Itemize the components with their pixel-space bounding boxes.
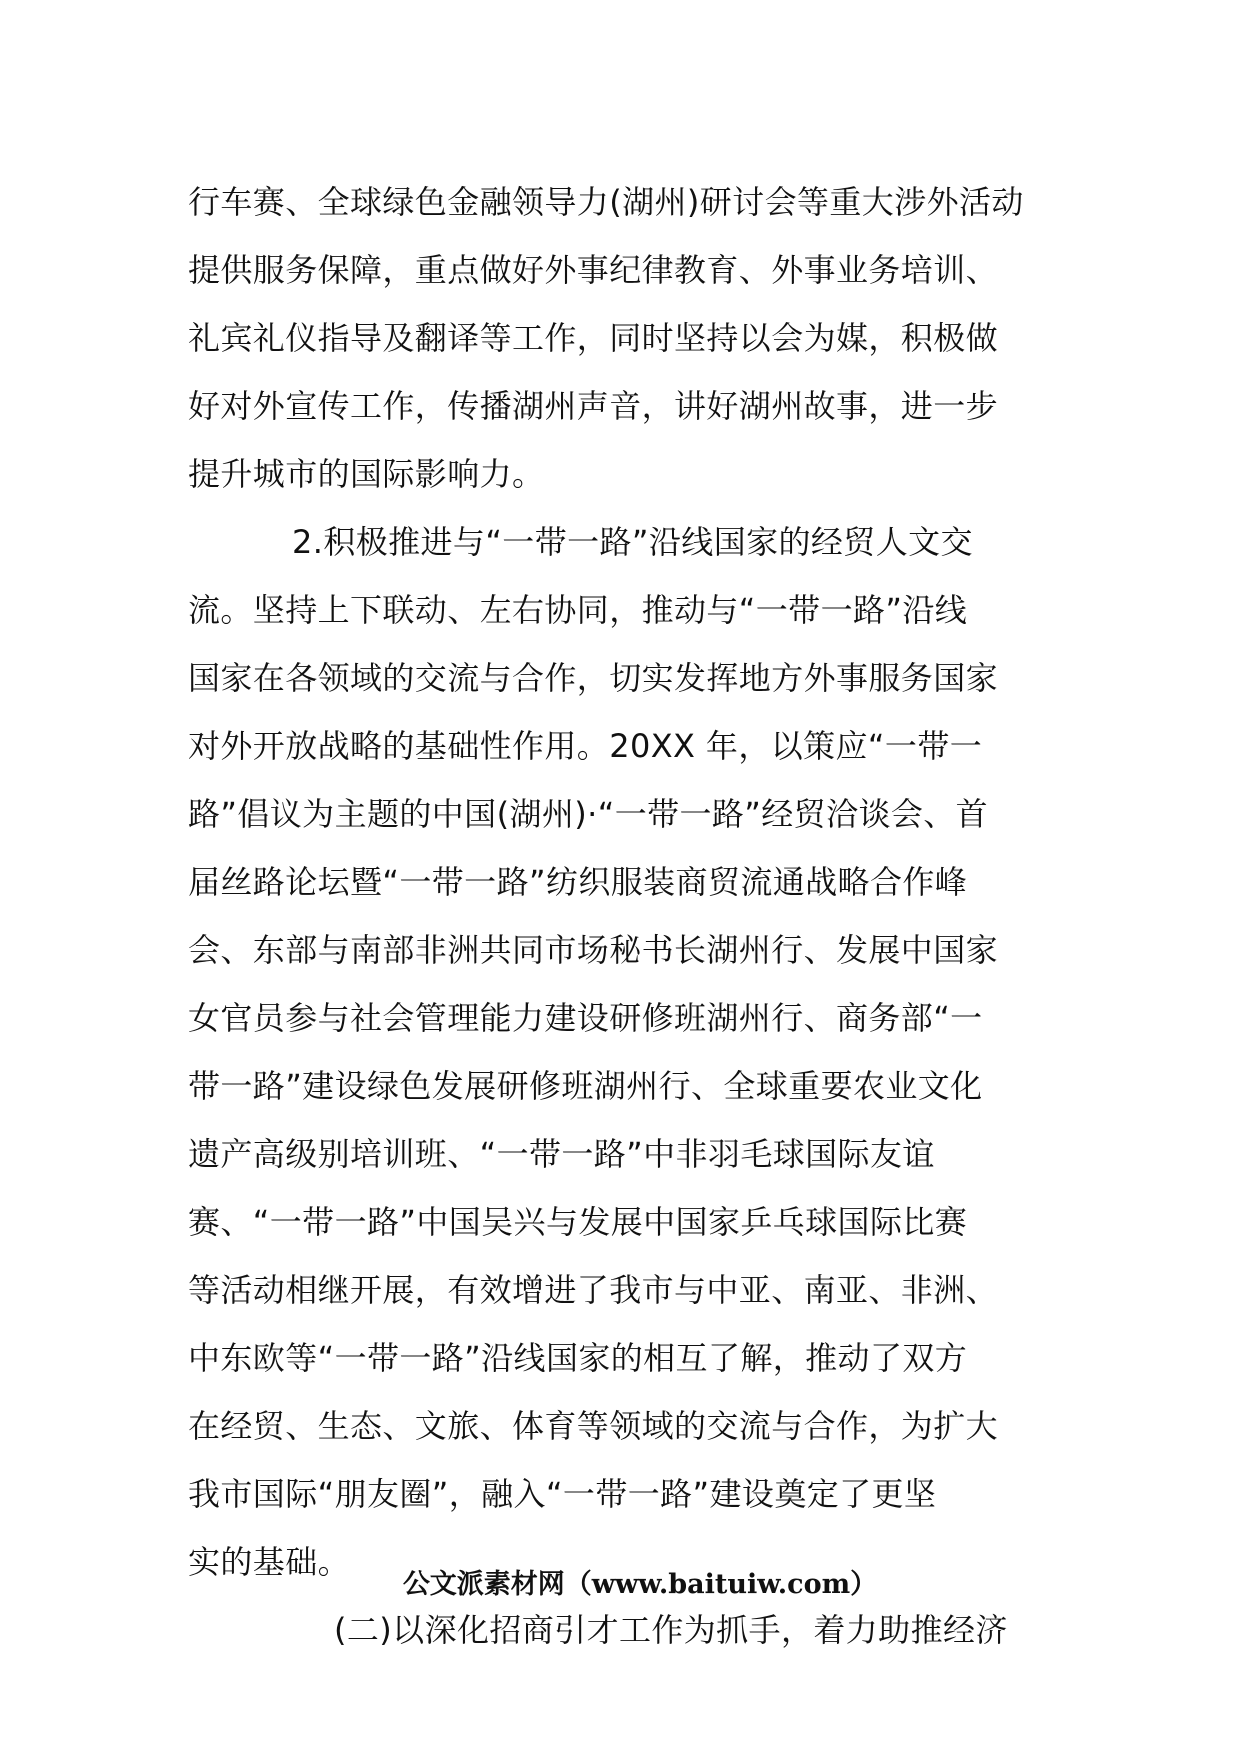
text-line: 提升城市的国际影响力。 <box>188 455 545 493</box>
text-line: 在经贸、生态、文旅、体育等领域的交流与合作，为扩大 <box>188 1407 999 1445</box>
text-line: 路”倡议为主题的中国(湖州)·“一带一路”经贸洽谈会、首 <box>188 795 989 833</box>
text-line: 提供服务保障，重点做好外事纪律教育、外事业务培训、 <box>188 251 999 289</box>
footer-watermark: 公文派素材网（www.baituiw.com） <box>402 1569 878 1600</box>
text-line: 流。坚持上下联动、左右协同，推动与“一带一路”沿线 <box>188 591 968 629</box>
text-line: 中东欧等“一带一路”沿线国家的相互了解，推动了双方 <box>188 1339 968 1377</box>
text-line: 礼宾礼仪指导及翻译等工作，同时坚持以会为媒，积极做 <box>188 319 999 357</box>
text-line: 遗产高级别培训班、“一带一路”中非羽毛球国际友谊 <box>188 1135 935 1173</box>
text-line: 届丝路论坛暨“一带一路”纺织服装商贸流通战略合作峰 <box>188 863 968 901</box>
section-heading-line: (二)以深化招商引才工作为抓手，着力助推经济 <box>334 1611 1008 1649</box>
text-line: 会、东部与南部非洲共同市场秘书长湖州行、发展中国家 <box>188 931 999 969</box>
text-line: 行车赛、全球绿色金融领导力(湖州)研讨会等重大涉外活动 <box>188 183 1024 221</box>
text-line: 带一路”建设绿色发展研修班湖州行、全球重要农业文化 <box>188 1067 983 1105</box>
text-line: 赛、“一带一路”中国吴兴与发展中国家乒乓球国际比赛 <box>188 1203 968 1241</box>
text-line: 好对外宣传工作，传播湖州声音，讲好湖州故事，进一步 <box>188 387 999 425</box>
text-line: 国家在各领域的交流与合作，切实发挥地方外事服务国家 <box>188 659 999 697</box>
text-line: 我市国际“朋友圈”，融入“一带一路”建设奠定了更坚 <box>188 1475 937 1513</box>
text-line: 对外开放战略的基础性作用。20XX 年，以策应“一带一 <box>188 727 983 765</box>
text-line: 女官员参与社会管理能力建设研修班湖州行、商务部“一 <box>188 999 983 1037</box>
paragraph-heading-line: 2.积极推进与“一带一路”沿线国家的经贸人文交 <box>292 523 973 561</box>
body-text <box>188 168 1058 1664</box>
text-line: 等活动相继开展，有效增进了我市与中亚、南亚、非洲、 <box>188 1271 999 1309</box>
text-line: 实的基础。 <box>188 1543 351 1581</box>
